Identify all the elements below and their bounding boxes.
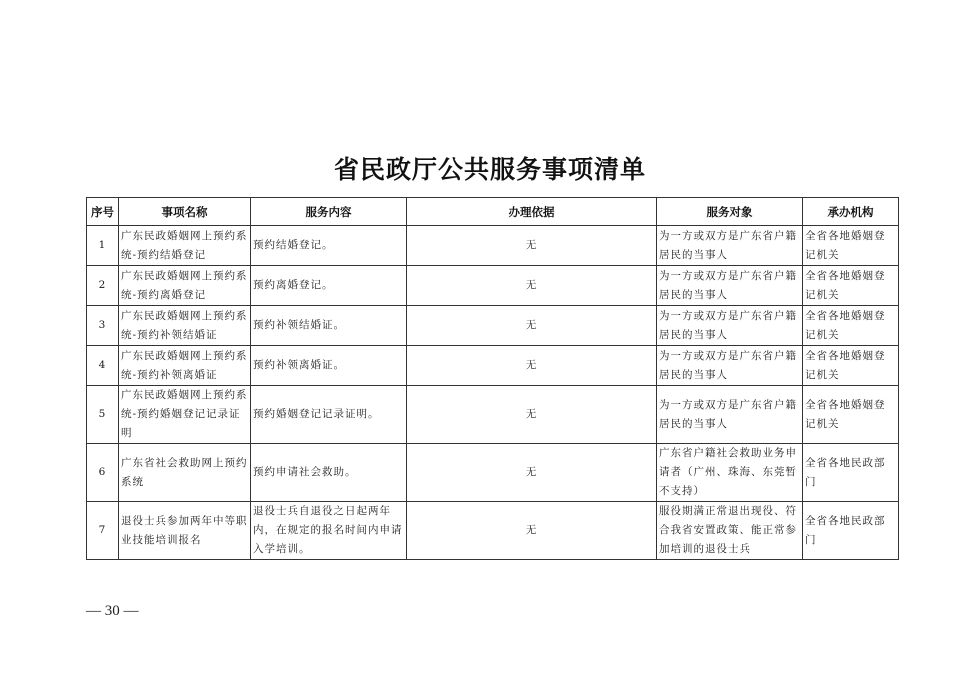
cell-agency: 全省各地婚姻登记机关 <box>803 306 899 346</box>
cell-basis: 无 <box>407 266 657 306</box>
cell-name: 广东民政婚姻网上预约系统-预约结婚登记 <box>119 226 251 266</box>
cell-target: 为一方或双方是广东省户籍居民的当事人 <box>657 266 803 306</box>
service-items-table <box>86 197 899 560</box>
header-target: 服务对象 <box>657 198 803 226</box>
header-name: 事项名称 <box>119 198 251 226</box>
cell-content: 预约离婚登记。 <box>251 266 407 306</box>
cell-target: 为一方或双方是广东省户籍居民的当事人 <box>657 226 803 266</box>
cell-basis: 无 <box>407 226 657 266</box>
cell-no: 6 <box>87 444 119 502</box>
cell-name: 退役士兵参加两年中等职业技能培训报名 <box>119 502 251 560</box>
cell-content: 预约补领结婚证。 <box>251 306 407 346</box>
cell-name: 广东民政婚姻网上预约系统-预约补领离婚证 <box>119 346 251 386</box>
cell-name: 广东民政婚姻网上预约系统-预约离婚登记 <box>119 266 251 306</box>
cell-target: 为一方或双方是广东省户籍居民的当事人 <box>657 306 803 346</box>
cell-content: 预约婚姻登记记录证明。 <box>251 386 407 444</box>
cell-agency: 全省各地婚姻登记机关 <box>803 266 899 306</box>
cell-no: 4 <box>87 346 119 386</box>
table-row <box>87 386 899 444</box>
cell-agency: 全省各地婚姻登记机关 <box>803 386 899 444</box>
cell-basis: 无 <box>407 346 657 386</box>
cell-content: 预约补领离婚证。 <box>251 346 407 386</box>
cell-content: 退役士兵自退役之日起两年内，在规定的报名时间内申请入学培训。 <box>251 502 407 560</box>
cell-target: 为一方或双方是广东省户籍居民的当事人 <box>657 346 803 386</box>
header-content: 服务内容 <box>251 198 407 226</box>
table-row <box>87 266 899 306</box>
cell-basis: 无 <box>407 386 657 444</box>
table-row <box>87 226 899 266</box>
cell-name: 广东民政婚姻网上预约系统-预约补领结婚证 <box>119 306 251 346</box>
cell-agency: 全省各地民政部门 <box>803 502 899 560</box>
cell-content: 预约申请社会救助。 <box>251 444 407 502</box>
table-row <box>87 502 899 560</box>
header-agency: 承办机构 <box>803 198 899 226</box>
cell-basis: 无 <box>407 444 657 502</box>
cell-target: 为一方或双方是广东省户籍居民的当事人 <box>657 386 803 444</box>
table-row <box>87 306 899 346</box>
cell-target: 服役期满正常退出现役、符合我省安置政策、能正常参加培训的退役士兵 <box>657 502 803 560</box>
cell-no: 3 <box>87 306 119 346</box>
cell-agency: 全省各地民政部门 <box>803 444 899 502</box>
cell-no: 1 <box>87 226 119 266</box>
cell-no: 5 <box>87 386 119 444</box>
cell-content: 预约结婚登记。 <box>251 226 407 266</box>
cell-name: 广东省社会救助网上预约系统 <box>119 444 251 502</box>
cell-basis: 无 <box>407 502 657 560</box>
cell-basis: 无 <box>407 306 657 346</box>
header-basis: 办理依据 <box>407 198 657 226</box>
table-header-row <box>87 198 899 226</box>
table-row <box>87 444 899 502</box>
cell-no: 7 <box>87 502 119 560</box>
cell-agency: 全省各地婚姻登记机关 <box>803 346 899 386</box>
cell-no: 2 <box>87 266 119 306</box>
page-title: 省民政厅公共服务事项清单 <box>333 155 646 184</box>
table-row <box>87 346 899 386</box>
cell-name: 广东民政婚姻网上预约系统-预约婚姻登记记录证明 <box>119 386 251 444</box>
header-no: 序号 <box>87 198 119 226</box>
cell-agency: 全省各地婚姻登记机关 <box>803 226 899 266</box>
page-number: — 30 — <box>86 603 139 619</box>
cell-target: 广东省户籍社会救助业务申请者（广州、珠海、东莞暂不支持） <box>657 444 803 502</box>
